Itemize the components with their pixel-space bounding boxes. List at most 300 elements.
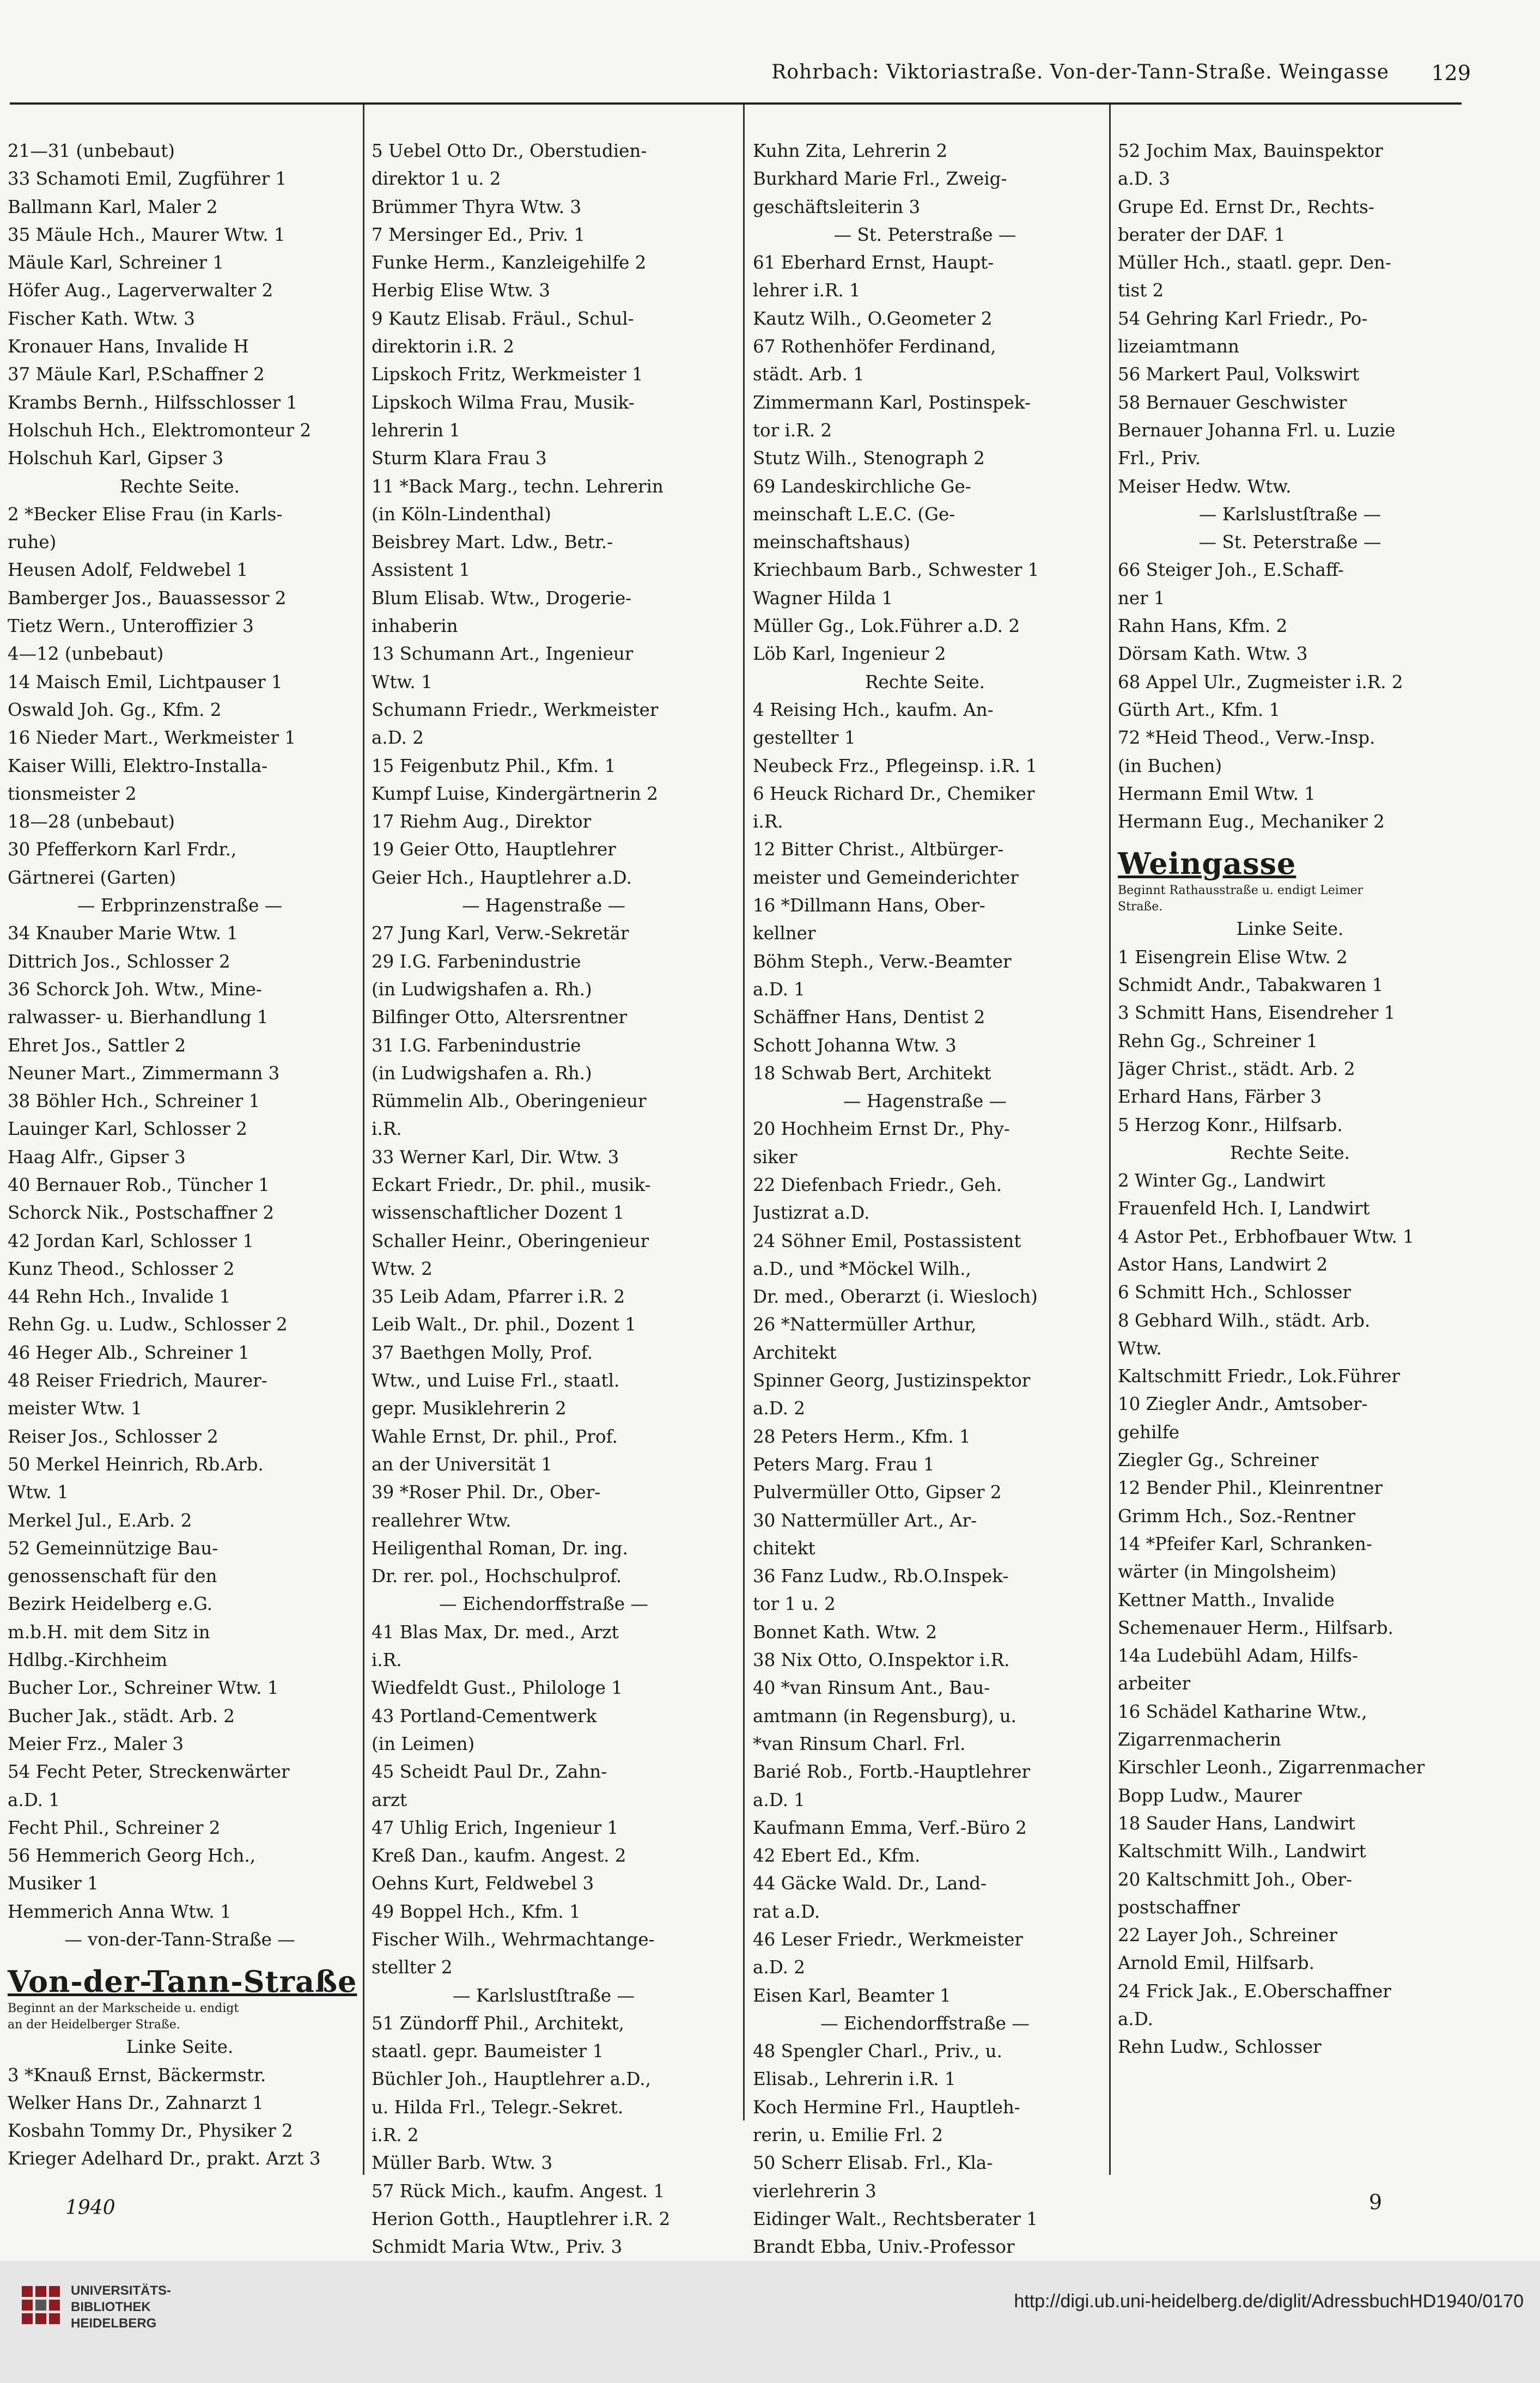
directory-entry: 56 Markert Paul, Volkswirt <box>1118 364 1360 385</box>
directory-entry: a.D. 3 <box>1118 168 1170 190</box>
street-description: Beginnt Rathausstraße u. endigt Leimer <box>1118 884 1364 898</box>
directory-entry: Jäger Christ., städt. Arb. 2 <box>1118 1058 1355 1079</box>
directory-entry: Kunz Theod., Schlosser 2 <box>8 1258 235 1279</box>
directory-entry: berater der DAF. 1 <box>1118 224 1286 245</box>
directory-entry: Fecht Phil., Schreiner 2 <box>8 1817 221 1838</box>
directory-entry: an der Universität 1 <box>372 1454 552 1475</box>
directory-entry: 66 Steiger Joh., E.Schaff- <box>1118 560 1344 581</box>
directory-entry: 9 Kautz Elisab. Fräul., Schul- <box>372 308 634 329</box>
directory-entry: 61 Eberhard Ernst, Haupt- <box>753 252 994 273</box>
directory-entry: Kreß Dan., kaufm. Angest. 2 <box>372 1845 626 1867</box>
directory-entry: Höfer Aug., Lagerverwalter 2 <box>8 280 273 301</box>
directory-entry: Heiligenthal Roman, Dr. ing. <box>372 1537 628 1559</box>
directory-entry: 33 Schamoti Emil, Zugführer 1 <box>8 168 287 190</box>
directory-entry: 30 Pfefferkorn Karl Frdr., <box>8 839 237 860</box>
directory-entry: Merkel Jul., E.Arb. 2 <box>8 1510 192 1531</box>
directory-entry: 16 Schädel Katharine Wtw., <box>1118 1701 1367 1722</box>
directory-entry: Brandt Ebba, Univ.-Professor <box>753 2236 1015 2258</box>
viewer-footer-bar <box>0 2261 1540 2383</box>
directory-entry: meinschaftshaus) <box>753 532 910 553</box>
directory-entry: Bonnet Kath. Wtw. 2 <box>753 1621 938 1643</box>
directory-entry: 2 Winter Gg., Landwirt <box>1118 1170 1325 1192</box>
directory-entry: 35 Leib Adam, Pfarrer i.R. 2 <box>372 1286 625 1308</box>
directory-entry: 22 Layer Joh., Schreiner <box>1118 1925 1337 1946</box>
directory-entry <box>1118 836 1462 840</box>
directory-entry: m.b.H. mit dem Sitz in <box>8 1621 210 1643</box>
directory-entry: 58 Bernauer Geschwister <box>1118 392 1347 413</box>
directory-entry: meister Wtw. 1 <box>8 1398 143 1419</box>
directory-entry: ralwasser- u. Bierhandlung 1 <box>8 1007 269 1028</box>
directory-entry: 52 Gemeinnützige Bau- <box>8 1537 218 1559</box>
directory-entry: gepr. Musiklehrerin 2 <box>372 1398 567 1419</box>
section-heading: Linke Seite. <box>1236 919 1344 940</box>
directory-entry: 12 Bender Phil., Kleinrentner <box>1118 1478 1383 1499</box>
directory-entry: ner 1 <box>1118 587 1165 609</box>
directory-entry: Frauenfeld Hch. I, Landwirt <box>1118 1198 1370 1219</box>
column-1 <box>8 137 357 2173</box>
directory-entry: 4 Astor Pet., Erbhofbauer Wtw. 1 <box>1118 1226 1414 1247</box>
directory-entry: 41 Blas Max, Dr. med., Arzt <box>372 1621 619 1643</box>
directory-entry: (in Köln-Lindenthal) <box>372 503 551 525</box>
directory-entry: Schmidt Andr., Tabakwaren 1 <box>1118 975 1384 996</box>
directory-entry: Müller Barb. Wtw. 3 <box>372 2153 553 2174</box>
directory-entry: stellter 2 <box>372 1957 453 1978</box>
directory-entry: 48 Spengler Charl., Priv., u. <box>753 2041 1002 2062</box>
directory-entry: Büchler Joh., Hauptlehrer a.D., <box>372 2069 651 2090</box>
directory-entry: 44 Rehn Hch., Invalide 1 <box>8 1286 231 1308</box>
directory-entry: lehrer i.R. 1 <box>753 280 861 301</box>
directory-entry: Astor Hans, Landwirt 2 <box>1118 1254 1328 1275</box>
directory-entry: Rehn Gg. u. Ludw., Schlosser 2 <box>8 1314 288 1335</box>
directory-entry: 33 Werner Karl, Dir. Wtw. 3 <box>372 1146 619 1168</box>
directory-entry: 7 Mersinger Ed., Priv. 1 <box>372 224 586 245</box>
directory-entry: 13 Schumann Art., Ingenieur <box>372 643 634 665</box>
directory-entry: staatl. gepr. Baumeister 1 <box>372 2041 604 2062</box>
directory-entry: Dörsam Kath. Wtw. 3 <box>1118 643 1308 665</box>
column-3 <box>753 137 1097 2289</box>
directory-entry: Peters Marg. Frau 1 <box>753 1454 935 1475</box>
directory-entry: Kautz Wilh., O.Geometer 2 <box>753 308 993 329</box>
directory-entry: gehilfe <box>1118 1421 1180 1443</box>
directory-entry: 36 Schorck Joh. Wtw., Mine- <box>8 978 262 1000</box>
section-heading: — St. Peterstraße — <box>1198 532 1381 553</box>
directory-entry: Wtw. 1 <box>372 671 433 692</box>
directory-entry: 46 Leser Friedr., Werkmeister <box>753 1929 1023 1950</box>
directory-entry: 51 Zündorff Phil., Architekt, <box>372 2013 624 2034</box>
directory-entry: 20 Kaltschmitt Joh., Ober- <box>1118 1869 1352 1890</box>
directory-entry: 6 Schmitt Hch., Schlosser <box>1118 1282 1352 1303</box>
directory-entry: Dittrich Jos., Schlosser 2 <box>8 951 230 972</box>
directory-entry: *van Rinsum Charl. Frl. <box>753 1733 966 1754</box>
directory-entry: 19 Geier Otto, Hauptlehrer <box>372 839 616 860</box>
directory-entry: 37 Mäule Karl, P.Schaffner 2 <box>8 364 265 385</box>
directory-entry: 35 Mäule Hch., Maurer Wtw. 1 <box>8 224 285 245</box>
directory-entry: Kumpf Luise, Kindergärtnerin 2 <box>372 783 658 804</box>
directory-entry: 42 Ebert Ed., Kfm. <box>753 1845 921 1867</box>
directory-entry: Erhard Hans, Färber 3 <box>1118 1086 1322 1108</box>
column-4 <box>1118 137 1462 2062</box>
directory-entry: a.D. 2 <box>372 727 424 749</box>
directory-entry: Fischer Wilh., Wehrmachtange- <box>372 1929 655 1950</box>
directory-entry: Haag Alfr., Gipser 3 <box>8 1146 186 1168</box>
directory-entry: a.D. 2 <box>753 1398 805 1419</box>
street-heading: Weingasse <box>1118 846 1296 882</box>
directory-entry: Schmidt Maria Wtw., Priv. 3 <box>372 2236 623 2258</box>
directory-entry: arbeiter <box>1118 1673 1191 1694</box>
directory-entry: Löb Karl, Ingenieur 2 <box>753 643 946 665</box>
directory-entry: 18 Sauder Hans, Landwirt <box>1118 1813 1355 1834</box>
section-heading: — von-der-Tann-Straße — <box>64 1929 295 1950</box>
header-rule <box>10 102 1462 105</box>
directory-entry: (in Ludwigshafen a. Rh.) <box>372 978 592 1000</box>
directory-entry: Kaufmann Emma, Verf.-Büro 2 <box>753 1817 1027 1838</box>
directory-entry: Dr. rer. pol., Hochschulprof. <box>372 1566 622 1587</box>
directory-entry: tionsmeister 2 <box>8 783 137 804</box>
directory-entry: Grupe Ed. Ernst Dr., Rechts- <box>1118 196 1374 217</box>
directory-entry: 42 Jordan Karl, Schlosser 1 <box>8 1230 254 1251</box>
directory-entry: meister und Gemeinderichter <box>753 867 1019 888</box>
directory-entry: Rehn Ludw., Schlosser <box>1118 2037 1322 2058</box>
directory-entry: 29 I.G. Farbenindustrie <box>372 951 581 972</box>
directory-entry: Neuner Mart., Zimmermann 3 <box>8 1062 280 1084</box>
directory-entry: Schorck Nik., Postschaffner 2 <box>8 1202 275 1224</box>
directory-entry: Lauinger Karl, Schlosser 2 <box>8 1118 247 1140</box>
directory-entry: 26 *Nattermüller Arthur, <box>753 1314 977 1335</box>
directory-entry <box>8 1954 352 1958</box>
directory-entry: gestellter 1 <box>753 727 856 749</box>
directory-entry: 47 Uhlig Erich, Ingenieur 1 <box>372 1817 619 1838</box>
street-heading: Von-der-Tann-Straße <box>8 1964 357 1999</box>
directory-entry: Frl., Priv. <box>1118 448 1201 469</box>
directory-entry: Hermann Eug., Mechaniker 2 <box>1118 811 1385 832</box>
directory-entry: tist 2 <box>1118 280 1164 301</box>
directory-entry: Kaltschmitt Friedr., Lok.Führer <box>1118 1366 1400 1387</box>
directory-entry: lizeiamtmann <box>1118 336 1239 357</box>
section-heading: Rechte Seite. <box>120 476 240 497</box>
directory-entry: Herbig Elise Wtw. 3 <box>372 280 550 301</box>
directory-entry: Bilfinger Otto, Altersrentner <box>372 1007 628 1028</box>
directory-entry: Bucher Lor., Schreiner Wtw. 1 <box>8 1677 279 1699</box>
directory-entry: Rahn Hans, Kfm. 2 <box>1118 616 1288 637</box>
directory-entry: 49 Boppel Hch., Kfm. 1 <box>372 1901 581 1922</box>
directory-entry: tor i.R. 2 <box>753 420 832 441</box>
directory-entry: Krambs Bernh., Hilfsschlosser 1 <box>8 392 298 413</box>
directory-entry: 54 Fecht Peter, Streckenwärter <box>8 1761 290 1783</box>
print-year: 1940 <box>65 2197 115 2219</box>
directory-entry: Spinner Georg, Justizinspektor <box>753 1370 1031 1391</box>
directory-entry: Bernauer Johanna Frl. u. Luzie <box>1118 420 1396 441</box>
directory-entry: 14 Maisch Emil, Lichtpauser 1 <box>8 671 283 692</box>
directory-entry: 18—28 (unbebaut) <box>8 811 175 832</box>
directory-entry: lehrerin 1 <box>372 420 461 441</box>
directory-entry: direktorin i.R. 2 <box>372 336 515 357</box>
directory-entry: Hdlbg.-Kirchheim <box>8 1650 168 1671</box>
directory-entry: Tietz Wern., Unteroffizier 3 <box>8 616 254 637</box>
directory-entry: 52 Jochim Max, Bauinspektor <box>1118 141 1383 161</box>
directory-entry: 2 *Becker Elise Frau (in Karls- <box>8 503 283 525</box>
street-description: Straße. <box>1118 900 1163 914</box>
directory-entry: Stutz Wilh., Stenograph 2 <box>753 448 985 469</box>
directory-entry: 10 Ziegler Andr., Amtsober- <box>1118 1394 1368 1415</box>
directory-entry: Ziegler Gg., Schreiner <box>1118 1450 1319 1471</box>
directory-entry: arzt <box>372 1789 407 1810</box>
section-heading: — Erbprinzenstraße — <box>77 895 283 916</box>
directory-entry: 50 Scherr Elisab. Frl., Kla- <box>753 2153 993 2174</box>
directory-entry: Wtw. 1 <box>8 1482 69 1503</box>
directory-entry: 38 Böhler Hch., Schreiner 1 <box>8 1091 260 1112</box>
directory-entry: inhaberin <box>372 616 458 637</box>
directory-entry: städt. Arb. 1 <box>753 364 865 385</box>
directory-entry: i.R. <box>372 1118 402 1140</box>
directory-entry: 34 Knauber Marie Wtw. 1 <box>8 923 239 944</box>
directory-entry: Bopp Ludw., Maurer <box>1118 1785 1302 1806</box>
directory-entry: vierlehrerin 3 <box>753 2180 876 2202</box>
directory-entry: Schott Johanna Wtw. 3 <box>753 1035 957 1056</box>
directory-entry: 54 Gehring Karl Friedr., Po- <box>1118 308 1368 329</box>
directory-entry: 15 Feigenbutz Phil., Kfm. 1 <box>372 755 616 776</box>
directory-entry: Brümmer Thyra Wtw. 3 <box>372 196 582 217</box>
directory-entry: Gärtnerei (Garten) <box>8 867 176 888</box>
directory-entry: a.D. 2 <box>753 1957 805 1978</box>
directory-entry: Dr. med., Oberarzt (i. Wiesloch) <box>753 1286 1038 1308</box>
directory-entry: Arnold Emil, Hilfsarb. <box>1118 1953 1314 1974</box>
directory-entry: Schumann Friedr., Werkmeister <box>372 699 659 720</box>
directory-entry: 4—12 (unbebaut) <box>8 643 164 665</box>
directory-entry: 1 Eisengrein Elise Wtw. 2 <box>1118 946 1348 968</box>
directory-entry: Blum Elisab. Wtw., Drogerie- <box>372 587 632 609</box>
directory-entry: Wiedfeldt Gust., Philologe 1 <box>372 1677 623 1699</box>
directory-entry: 57 Rück Mich., kaufm. Angest. 1 <box>372 2180 665 2202</box>
directory-entry: Meier Frz., Maler 3 <box>8 1733 184 1754</box>
directory-entry: tor 1 u. 2 <box>753 1594 836 1615</box>
directory-entry: Müller Hch., staatl. gepr. Den- <box>1118 252 1391 273</box>
directory-entry: Kaltschmitt Wilh., Landwirt <box>1118 1841 1366 1862</box>
sheet-mark: 9 <box>1368 2190 1382 2214</box>
directory-entry: Beisbrey Mart. Ldw., Betr.- <box>372 532 613 553</box>
directory-entry: u. Hilda Frl., Telegr.-Sekret. <box>372 2096 624 2118</box>
directory-entry: 20 Hochheim Ernst Dr., Phy- <box>753 1118 1010 1140</box>
section-heading: — Eichendorffstraße — <box>820 2013 1030 2034</box>
directory-entry: meinschaft L.E.C. (Ge- <box>753 503 955 525</box>
section-heading: — St. Peterstraße — <box>833 224 1016 245</box>
directory-entry: Koch Hermine Frl., Hauptleh- <box>753 2096 1020 2118</box>
directory-entry: 56 Hemmerich Georg Hch., <box>8 1845 256 1867</box>
directory-entry: 39 *Roser Phil. Dr., Ober- <box>372 1482 601 1503</box>
directory-entry: genossenschaft für den <box>8 1566 217 1587</box>
directory-entry: Kronauer Hans, Invalide H <box>8 336 249 357</box>
directory-entry: rat a.D. <box>753 1901 820 1922</box>
street-description: Beginnt an der Markscheide u. endigt <box>8 2002 239 2016</box>
directory-entry: Welker Hans Dr., Zahnarzt 1 <box>8 2092 264 2113</box>
directory-entry: i.R. <box>372 1650 402 1671</box>
page-number: 129 <box>1431 61 1471 85</box>
section-heading: Linke Seite. <box>126 2037 234 2058</box>
directory-entry: Kaiser Willi, Elektro-Installa- <box>8 755 268 776</box>
column-divider <box>1109 105 1111 2175</box>
directory-entry: wissenschaftlicher Dozent 1 <box>372 1202 625 1224</box>
directory-entry: Wtw., und Luise Frl., staatl. <box>372 1370 620 1391</box>
directory-entry: Kriechbaum Barb., Schwester 1 <box>753 560 1039 581</box>
street-description: an der Heidelberger Straße. <box>8 2018 180 2032</box>
directory-entry: Bucher Jak., städt. Arb. 2 <box>8 1705 235 1727</box>
directory-entry: Böhm Steph., Verw.-Beamter <box>753 951 1012 972</box>
directory-entry: 38 Nix Otto, O.Inspektor i.R. <box>753 1650 1010 1671</box>
directory-entry: 46 Heger Alb., Schreiner 1 <box>8 1342 250 1363</box>
directory-entry: Reiser Jos., Schlosser 2 <box>8 1426 218 1447</box>
directory-entry: Kuhn Zita, Lehrerin 2 <box>753 141 948 161</box>
directory-entry: 5 Uebel Otto Dr., Oberstudien- <box>372 141 647 161</box>
directory-entry: Meiser Hedw. Wtw. <box>1118 476 1292 497</box>
directory-entry: 36 Fanz Ludw., Rb.O.Inspek- <box>753 1566 1009 1587</box>
directory-entry: Leib Walt., Dr. phil., Dozent 1 <box>372 1314 636 1335</box>
directory-entry: Schaller Heinr., Oberingenieur <box>372 1230 649 1251</box>
directory-entry: Wtw. <box>1118 1338 1162 1359</box>
directory-entry: 67 Rothenhöfer Ferdinand, <box>753 336 996 357</box>
directory-entry: 27 Jung Karl, Verw.-Sekretär <box>372 923 629 944</box>
directory-entry: 72 *Heid Theod., Verw.-Insp. <box>1118 727 1375 749</box>
column-2 <box>372 137 716 2317</box>
directory-entry: 16 *Dillmann Hans, Ober- <box>753 895 985 916</box>
directory-entry: 30 Nattermüller Art., Ar- <box>753 1510 977 1531</box>
directory-entry: Zigarrenmacherin <box>1118 1729 1281 1750</box>
directory-entry: 14a Ludebühl Adam, Hilfs- <box>1118 1645 1358 1667</box>
directory-entry: Bezirk Heidelberg e.G. <box>8 1594 213 1615</box>
directory-entry: Herion Gotth., Hauptlehrer i.R. 2 <box>372 2208 671 2229</box>
directory-entry: Elisab., Lehrerin i.R. 1 <box>753 2069 956 2090</box>
directory-entry: Musiker 1 <box>8 1873 99 1894</box>
library-name <box>71 2283 171 2332</box>
directory-entry <box>8 1958 352 1962</box>
directory-entry: geschäftsleiterin 3 <box>753 196 921 217</box>
directory-entry: Zimmermann Karl, Postinspek- <box>753 392 1031 413</box>
directory-entry: Lipskoch Wilma Frau, Musik- <box>372 392 635 413</box>
directory-entry: 43 Portland-Cementwerk <box>372 1705 597 1727</box>
directory-entry: (in Leimen) <box>372 1733 475 1754</box>
directory-entry: Schäffner Hans, Dentist 2 <box>753 1007 985 1028</box>
directory-entry: 50 Merkel Heinrich, Rb.Arb. <box>8 1454 264 1475</box>
directory-entry: a.D. 1 <box>753 978 805 1000</box>
directory-entry: 45 Scheidt Paul Dr., Zahn- <box>372 1761 607 1783</box>
section-heading: Rechte Seite. <box>1230 1142 1350 1163</box>
directory-entry: 3 *Knauß Ernst, Bäckermstr. <box>8 2064 266 2086</box>
directory-entry: Kettner Matth., Invalide <box>1118 1589 1335 1610</box>
directory-entry: Eidinger Walt., Rechtsberater 1 <box>753 2208 1038 2229</box>
directory-entry: Justizrat a.D. <box>753 1202 870 1224</box>
directory-entry: Müller Gg., Lok.Führer a.D. 2 <box>753 616 1020 637</box>
section-heading: — Eichendorffstraße — <box>439 1594 648 1615</box>
column-divider <box>363 105 364 2175</box>
directory-entry: kellner <box>753 923 816 944</box>
directory-entry: 4 Reising Hch., kaufm. An- <box>753 699 994 720</box>
directory-entry: 17 Riehm Aug., Direktor <box>372 811 592 832</box>
section-heading: — Karlslustſtraße — <box>453 1985 635 2006</box>
directory-entry: 31 I.G. Farbenindustrie <box>372 1035 581 1056</box>
section-heading: Rechte Seite. <box>865 671 985 692</box>
directory-entry: 28 Peters Herm., Kfm. 1 <box>753 1426 971 1447</box>
directory-entry: 37 Baethgen Molly, Prof. <box>372 1342 593 1363</box>
directory-entry: 5 Herzog Konr., Hilfsarb. <box>1118 1114 1343 1135</box>
directory-entry: 48 Reiser Friedrich, Maurer- <box>8 1370 267 1391</box>
directory-entry: Assistent 1 <box>372 560 471 581</box>
directory-entry: Ehret Jos., Sattler 2 <box>8 1035 186 1056</box>
directory-entry: Oswald Joh. Gg., Kfm. 2 <box>8 699 222 720</box>
directory-entry: (in Ludwigshafen a. Rh.) <box>372 1062 592 1084</box>
directory-entry: i.R. 2 <box>372 2125 419 2146</box>
directory-entry: Rümmelin Alb., Oberingenieur <box>372 1091 647 1112</box>
directory-entry: (in Buchen) <box>1118 755 1222 776</box>
directory-entry: Ballmann Karl, Maler 2 <box>8 196 218 217</box>
permalink[interactable]: http://digi.ub.uni-heidelberg.de/diglit/AdressbuchHD1940/0170 <box>1014 2291 1524 2312</box>
directory-entry: 12 Bitter Christ., Altbürger- <box>753 839 1004 860</box>
directory-entry: Burkhard Marie Frl., Zweig- <box>753 168 1007 190</box>
directory-entry: 69 Landeskirchliche Ge- <box>753 476 971 497</box>
directory-entry: Kirschler Leonh., Zigarrenmacher <box>1118 1757 1425 1778</box>
directory-entry: Wagner Hilda 1 <box>753 587 893 609</box>
directory-entry: Gürth Art., Kfm. 1 <box>1118 699 1281 720</box>
directory-entry: Schemenauer Herm., Hilfsarb. <box>1118 1617 1393 1638</box>
directory-entry: postschaffner <box>1118 1896 1240 1918</box>
directory-entry: Wahle Ernst, Dr. phil., Prof. <box>372 1426 618 1447</box>
column-divider <box>743 105 745 2120</box>
directory-entry: a.D. <box>1118 2009 1153 2029</box>
directory-entry: 24 Frick Jak., E.Oberschaffner <box>1118 1980 1391 2002</box>
directory-entry: Architekt <box>753 1342 837 1363</box>
directory-entry: 6 Heuck Richard Dr., Chemiker <box>753 783 1035 804</box>
directory-entry: 3 Schmitt Hans, Eisendreher 1 <box>1118 1002 1396 1024</box>
directory-entry: 16 Nieder Mart., Werkmeister 1 <box>8 727 296 749</box>
directory-entry: a.D., und *Möckel Wilh., <box>753 1258 971 1279</box>
directory-entry: 8 Gebhard Wilh., städt. Arb. <box>1118 1310 1371 1331</box>
directory-entry <box>1118 840 1462 844</box>
directory-entry: Geier Hch., Hauptlehrer a.D. <box>372 867 632 888</box>
directory-entry: Pulvermüller Otto, Gipser 2 <box>753 1482 1002 1503</box>
directory-entry: ruhe) <box>8 532 57 553</box>
page-header <box>22 61 1471 94</box>
section-heading: — Hagenstraße — <box>462 895 625 916</box>
directory-entry: 11 *Back Marg., techn. Lehrerin <box>372 476 664 497</box>
directory-entry: Rehn Gg., Schreiner 1 <box>1118 1030 1318 1051</box>
directory-entry: reallehrer Wtw. <box>372 1510 512 1531</box>
directory-entry: 24 Söhner Emil, Postassistent <box>753 1230 1021 1251</box>
directory-entry: amtmann (in Regensburg), u. <box>753 1705 1017 1727</box>
directory-entry: 22 Diefenbach Friedr., Geh. <box>753 1174 1002 1195</box>
directory-entry: Krieger Adelhard Dr., prakt. Arzt 3 <box>8 2148 321 2169</box>
university-library-logo-icon <box>22 2286 60 2324</box>
directory-entry: Fischer Kath. Wtw. 3 <box>8 308 195 329</box>
running-title: Rohrbach: Viktoriastraße. Von-der-Tann-Straße. Weingasse <box>771 61 1389 83</box>
directory-entry: Mäule Karl, Schreiner 1 <box>8 252 224 273</box>
section-heading: — Hagenstraße — <box>843 1091 1007 1112</box>
directory-entry: Eisen Karl, Beamter 1 <box>753 1985 951 2006</box>
directory-entry: 40 Bernauer Rob., Tüncher 1 <box>8 1174 270 1195</box>
directory-entry: direktor 1 u. 2 <box>372 168 501 190</box>
directory-entry: Grimm Hch., Soz.-Rentner <box>1118 1505 1355 1527</box>
directory-entry: Heusen Adolf, Feldwebel 1 <box>8 560 248 581</box>
directory-entry: 44 Gäcke Wald. Dr., Land- <box>753 1873 987 1894</box>
directory-entry: Holschuh Hch., Elektromonteur 2 <box>8 420 312 441</box>
directory-entry: a.D. 1 <box>8 1789 60 1810</box>
directory-entry: i.R. <box>753 811 783 832</box>
directory-entry: 40 *van Rinsum Ant., Bau- <box>753 1677 990 1699</box>
directory-entry: 14 *Pfeifer Karl, Schranken- <box>1118 1533 1372 1554</box>
directory-entry: Sturm Klara Frau 3 <box>372 448 547 469</box>
directory-entry: chitekt <box>753 1537 815 1559</box>
directory-entry: Lipskoch Fritz, Werkmeister 1 <box>372 364 643 385</box>
directory-entry: Oehns Kurt, Feldwebel 3 <box>372 1873 594 1894</box>
directory-entry: Kosbahn Tommy Dr., Physiker 2 <box>8 2120 293 2142</box>
directory-entry: wärter (in Mingolsheim) <box>1118 1561 1337 1583</box>
directory-entry: Eckart Friedr., Dr. phil., musik- <box>372 1174 651 1195</box>
